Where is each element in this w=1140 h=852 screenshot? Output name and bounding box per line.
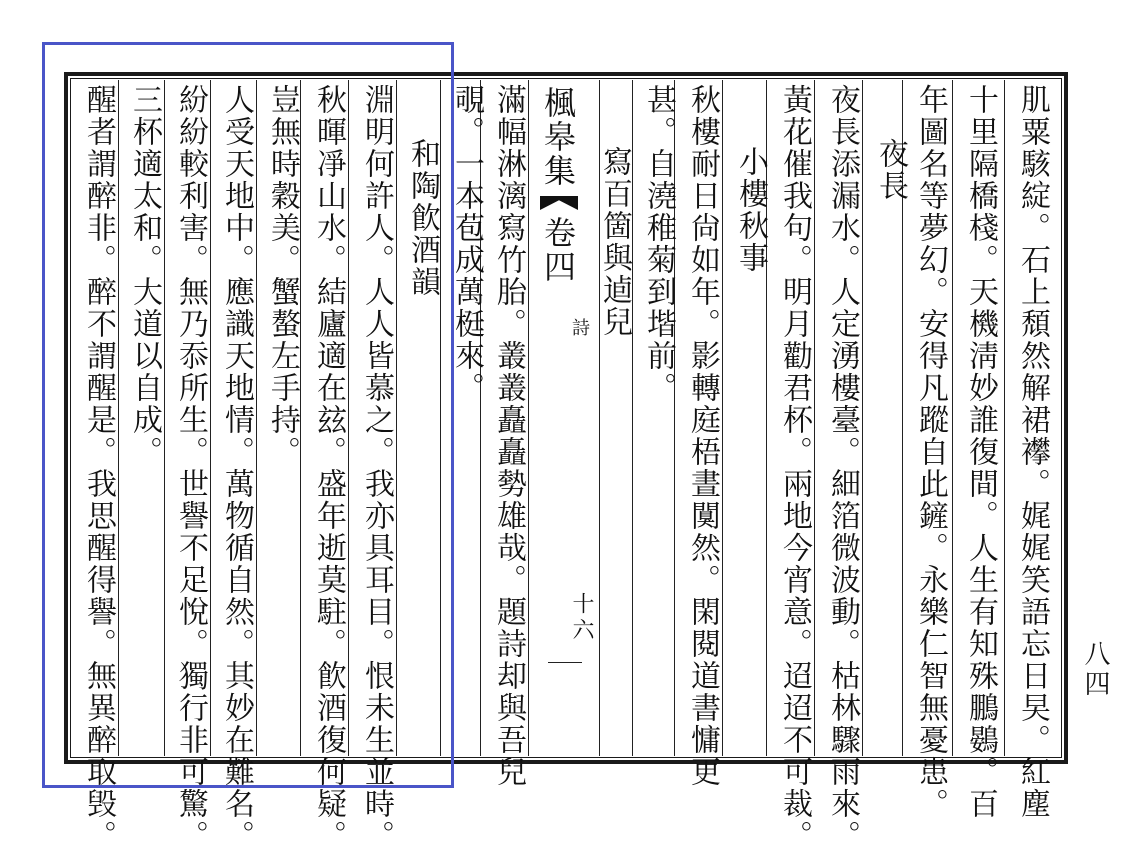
leaf-rule — [548, 662, 582, 663]
text-column-6: 黃花催我句。明月勸君杯。兩地今宵意。迢迢不可裁。 — [777, 84, 812, 852]
column-rule — [814, 80, 815, 756]
text-column-16: 豈無時穀美。蟹螯左手持。 — [265, 84, 300, 468]
text-column-14: 淵明何許人。人人皆慕之。我亦具耳目。恨未生並時。 — [359, 84, 394, 852]
text-column-18: 紛紛較利害。無乃忝所生。世譽不足悅。獨行非可驚。 — [173, 84, 208, 852]
text-column-8: 秋樓耐日尙如年。影轉庭梧晝闃然。閑閱道書慵更 — [685, 84, 720, 788]
poem-title-bamboo: 寫百箇與逌兒 — [597, 146, 632, 338]
column-rule — [952, 80, 953, 756]
poem-title-night-long: 夜長 — [873, 138, 908, 202]
page-number: 八四 — [1080, 640, 1110, 700]
text-column-19: 三杯適太和。大道以自成。 — [127, 84, 162, 468]
text-column-5: 夜長添漏水。人定湧樓臺。細箔微波動。枯林驟雨來。 — [825, 84, 860, 852]
volume-label: 卷四 — [539, 216, 577, 284]
text-column-1: 肌粟駭綻。石上頹然解裙襻。娓娓笑語忘日旲。紅塵 — [1015, 84, 1050, 820]
text-column-15: 秋暉凈山水。結廬適在玆。盛年逝莫駐。飮酒復何疑。 — [311, 84, 346, 852]
leaf-number: 十六 — [569, 592, 594, 644]
book-title: 楓皋集 — [539, 86, 577, 188]
column-rule — [862, 80, 863, 756]
genre-label: 詩 — [569, 318, 590, 336]
text-column-12: 覗。一本苞成萬梃來。 — [449, 84, 484, 404]
column-rule — [722, 80, 723, 756]
text-column-3: 年圖名等夢幻。安得凡蹤自此鏟。永樂仁智無憂患。 — [913, 84, 948, 820]
poem-title-drinking: 和陶飮酒韻 — [405, 138, 440, 298]
text-column-17: 人受天地中。應識天地情。萬物循自然。其妙在難名。 — [219, 84, 254, 852]
selection-highlight-box — [42, 42, 454, 852]
text-column-2: 十里隔橋棧。天機淸妙誰復間。人生有知殊鵬鷃。百 — [963, 84, 998, 820]
text-column-11: 滿幅淋漓寫竹胎。叢叢矗矗勢雄哉。題詩却與吾兒 — [491, 84, 526, 788]
poem-title-small-tower: 小樓秋事 — [733, 146, 768, 274]
text-column-9: 甚。自澆稚菊到堦前。 — [641, 84, 676, 404]
text-column-20: 醒者謂醉非。醉不謂醒是。我思醒得譽。無異醉取毁。 — [81, 84, 116, 852]
column-rule — [1004, 80, 1005, 756]
